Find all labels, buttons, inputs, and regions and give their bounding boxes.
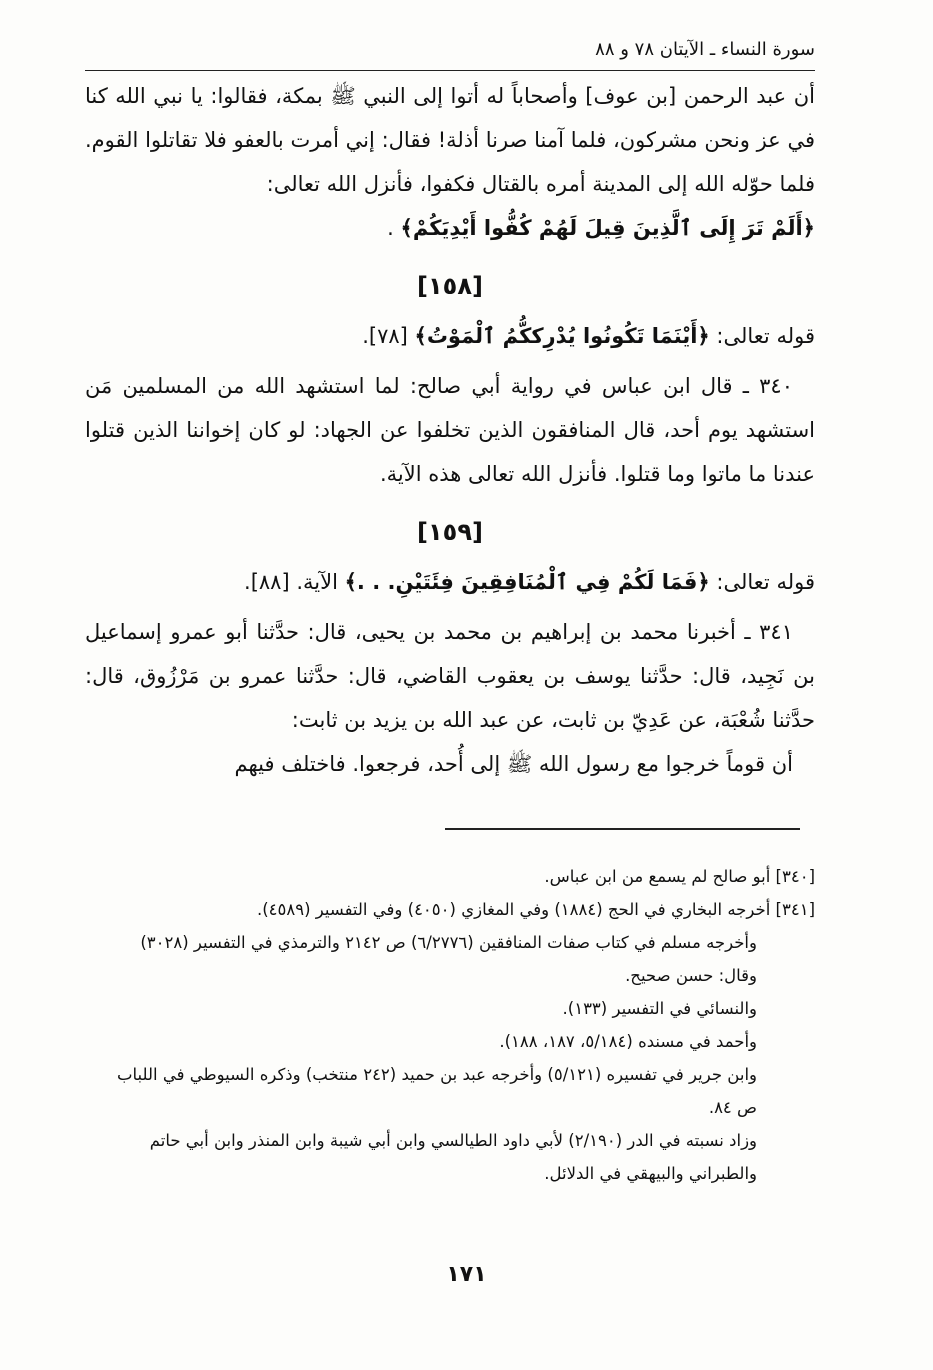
heading-lead: قوله تعالى: [716, 570, 815, 594]
section-heading-158 [85, 314, 815, 358]
paragraph-end: . [387, 216, 394, 240]
narration-341-continued: أن قوماً خرجوا مع رسول الله ﷺ إلى أُحد، فرجعوا. فاختلف فيهم [234, 752, 793, 776]
footnote-line: وأحمد في مسنده (٥/١٨٤، ١٨٧، ١٨٨). [499, 1032, 757, 1051]
footnote-line: [٣٤١] أخرجه البخاري في الحج (١٨٨٤) وفي المغازي (٤٠٥٠) وفي التفسير (٤٥٨٩). [256, 900, 815, 919]
footnote-line: وأخرجه مسلم في كتاب صفات المنافقين (٦/٢٧٧٦) ص ٢١٤٢ والترمذي في التفسير (٣٠٢٨) [140, 933, 757, 952]
footnote-line: [٣٤٠] أبو صالح لم يسمع من ابن عباس. [544, 867, 815, 886]
quran-verse: ﴿أَلَمْ تَرَ إِلَى ٱلَّذِينَ قِيلَ لَهُمْ كُفُّوا أَيْدِيَكُمْ﴾ [400, 216, 815, 240]
section-number-158: [١٥٨] [417, 272, 483, 300]
footnotes [85, 860, 815, 1190]
section-heading-159 [85, 560, 815, 604]
heading-lead: قوله تعالى: [716, 324, 815, 348]
footnote-line: وقال: حسن صحيح. [625, 966, 757, 985]
paragraph-text: أن عبد الرحمن [بن عوف] وأصحاباً له أتوا إلى النبي ﷺ بمكة، فقالوا: يا نبي الله كنا في عز ونحن مشركون، فلما آمنا صرنا أذلة! فقال: إني أمرت بالعفو فلا تقاتلوا القوم. فلما حوّله الله إلى المدينة أمره بالقتال فكفوا، فأنزل الله تعالى: [85, 84, 815, 196]
footnote-line: ص ٨٤. [708, 1098, 757, 1117]
verse-reference: [٧٨]. [362, 324, 408, 348]
narration-340: ٣٤٠ ـ قال ابن عباس في رواية أبي صالح: لما استشهد الله من المسلمين مَن استشهد يوم أحد، قال المنافقون الذين تخلفوا عن الجهاد: لو كان إخواننا الذين قتلوا عندنا ما ماتوا وما قتلوا. فأنزل الله تعالى هذه الآية. [85, 374, 815, 486]
main-text [85, 74, 815, 786]
quran-verse: ﴿أَيْنَمَا تَكُونُوا يُدْرِككُّمُ ٱلْمَوْتُ﴾ [414, 324, 710, 348]
footnote-line: وابن جرير في تفسيره (٥/١٢١) وأخرجه عبد بن حميد (٢٤٢ منتخب) وذكره السيوطي في اللباب [117, 1065, 757, 1084]
running-title: سورة النساء ـ الآيتان ٧٨ و ٨٨ [595, 39, 815, 60]
quran-verse: ﴿فَمَا لَكُمْ فِي ٱلْمُنَافِقِينَ فِئَتَيْنِ. . .﴾ [344, 570, 710, 594]
narration-341: ٣٤١ ـ أخبرنا محمد بن إبراهيم بن محمد بن يحيى، قال: حدَّثنا أبو عمرو إسماعيل بن نَجِيد، قال: حدَّثنا يوسف بن يعقوب القاضي، قال: حدَّثنا عمرو بن مَرْزُوق، قال: حدَّثنا شُعْبَة، عن عَدِيّ بن ثابت، عن عبد الله بن يزيد بن ثابت: [85, 620, 815, 732]
page-number: ١٧١ [446, 1262, 487, 1287]
section-number-159: [١٥٩] [417, 518, 483, 546]
paragraph-opening [85, 74, 815, 250]
running-header [85, 36, 815, 71]
verse-reference: الآية. [٨٨]. [244, 570, 338, 594]
footnote-line: والطبراني والبيهقي في الدلائل. [544, 1164, 757, 1183]
footnote-line: والنسائي في التفسير (١٣٣). [562, 999, 757, 1018]
footnote-separator [445, 828, 800, 830]
footnote-line: وزاد نسبته في الدر (٢/١٩٠) لأبي داود الطيالسي وابن أبي شيبة وابن المنذر وابن أبي حاتم [149, 1131, 757, 1150]
